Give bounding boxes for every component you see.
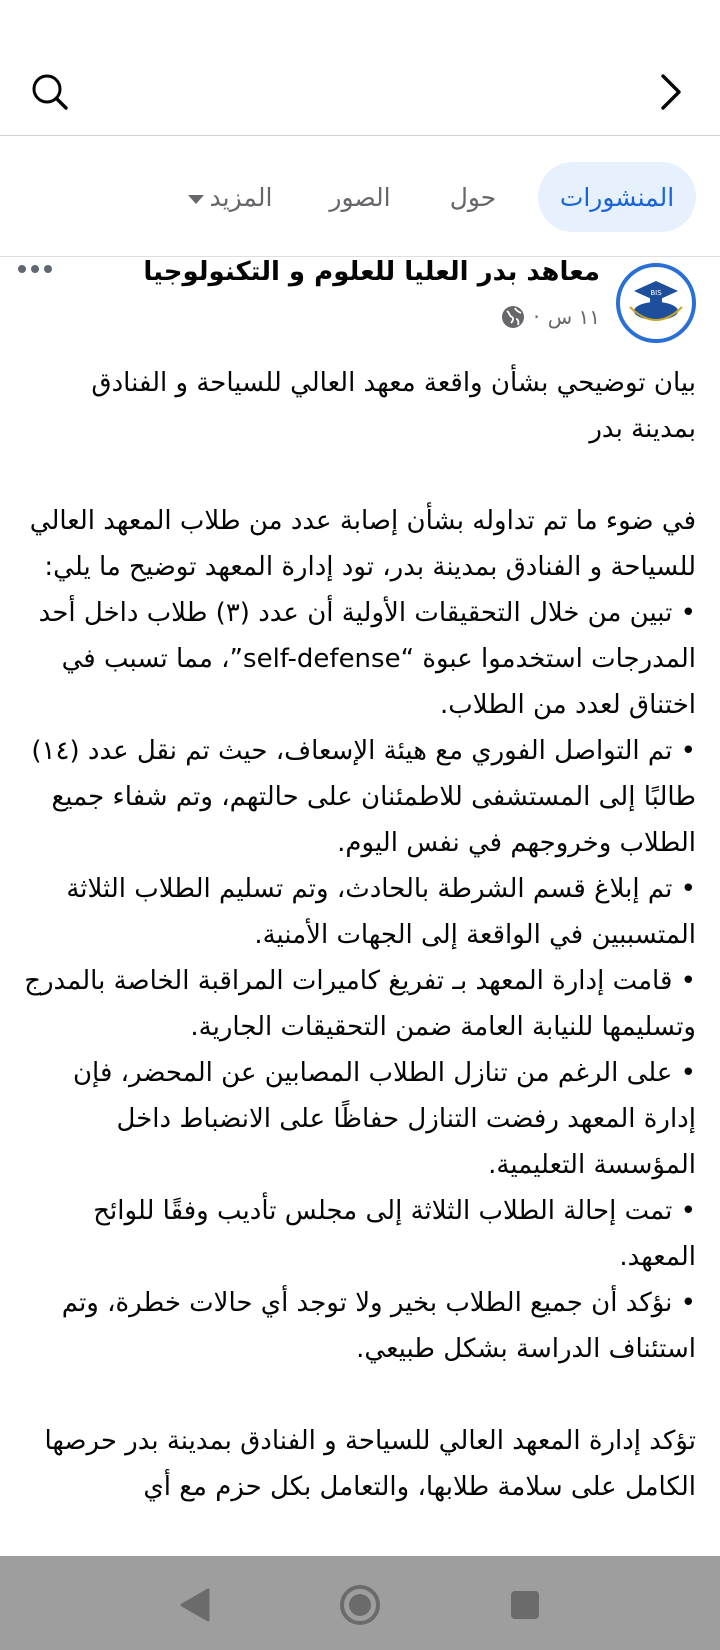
post-paragraph: تؤكد إدارة المعهد العالي للسياحة و الفنادق بمدينة بدر حرصها الكامل على سلامة طلابها، والتعامل بكل حزم مع أي [44,1426,696,1502]
tab-label: حول [449,182,497,212]
post-meta [501,305,600,329]
paragraph-gap [24,452,696,498]
tab-more[interactable] [165,162,295,232]
system-navigation-bar [0,1556,720,1650]
meta-separator: · [533,305,540,329]
avatar[interactable] [616,263,696,343]
post-paragraph: • تمت إحالة الطلاب الثلاثة إلى مجلس تأديب وفقًا للوائح المعهد. [93,1196,696,1272]
tab-photos[interactable] [310,162,410,232]
post-paragraph: • نؤكد أن جميع الطلاب بخير ولا توجد أي حالات خطرة، وتم استئناف الدراسة بشكل طبيعي. [61,1288,696,1364]
post-paragraph: • تبين من خلال التحقيقات الأولية أن عدد (٣) طلاب داخل أحد المدرجات استخدموا عبوة “self-defense”، مما تسبب في اختناق لعدد من الطلاب. [38,598,696,720]
post-header [0,257,720,347]
post-paragraph: • قامت إدارة المعهد بـ تفريغ كاميرات المراقبة الخاصة بالمدرج وتسليمها للنيابة العامة ضمن التحقيقات الجارية. [24,966,696,1042]
tab-label: الصور [329,182,391,212]
profile-tabs [0,136,720,257]
avatar-logo-text: BIS [650,289,662,297]
tab-label: المنشورات [559,182,675,212]
tab-label: المزيد [209,182,273,212]
caret-down-icon [188,195,204,204]
post-paragraph: • على الرغم من تنازل الطلاب المصابين عن المحضر، فإن إدارة المعهد رفضت التنازل حفاظًا على الانضباط داخل المؤسسة التعليمية. [72,1058,696,1180]
paragraph-gap [24,1372,696,1418]
more-options-icon[interactable] [18,265,52,273]
tab-posts[interactable] [538,162,696,232]
search-icon[interactable] [28,70,72,114]
top-bar [0,0,720,136]
post-paragraph: في ضوء ما تم تداوله بشأن إصابة عدد من طلاب المعهد العالي للسياحة و الفنادق بمدينة بدر، تود إدارة المعهد توضيح ما يلي: [29,506,696,582]
post-paragraph: بيان توضيحي بشأن واقعة معهد العالي للسياحة و الفنادق بمدينة بدر [91,368,696,444]
post-time[interactable]: ١١ س [547,305,600,329]
post-text [24,360,696,1510]
post-paragraph: • تم التواصل الفوري مع هيئة الإسعاف، حيث تم نقل عدد (١٤) طالبًا إلى المستشفى للاطمئنان على حالتهم، وتم شفاء جميع الطلاب وخروجهم في نفس اليوم. [31,736,696,858]
recents-square-icon[interactable] [500,1580,550,1630]
globe-icon [501,305,525,329]
tab-about[interactable] [428,162,518,232]
post-paragraph: • تم إبلاغ قسم الشرطة بالحادث، وتم تسليم الطلاب الثلاثة المتسببين في الواقعة إلى الجهات الأمنية. [66,874,696,950]
page-name[interactable]: معاهد بدر العليا للعلوم و التكنولوجيا [143,257,600,287]
home-circle-icon[interactable] [335,1580,385,1630]
chevron-right-icon[interactable] [648,70,692,114]
back-triangle-icon[interactable] [170,1580,220,1630]
